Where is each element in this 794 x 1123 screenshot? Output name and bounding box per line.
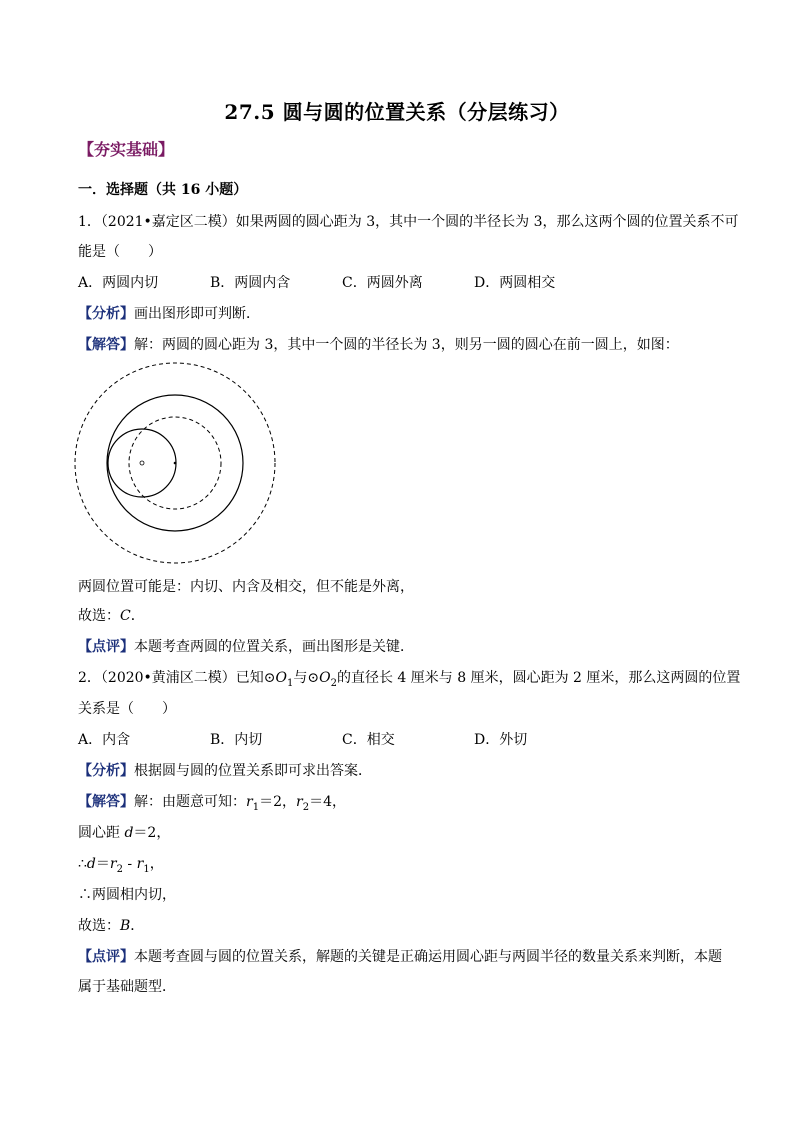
q1-choice-prefix: 故选： xyxy=(78,608,120,624)
q2-option-a: A．内含 xyxy=(78,732,131,748)
section-heading: 【夯实基础】 xyxy=(78,140,175,159)
q2-therefore: ∴ xyxy=(78,856,87,872)
q2-o1: O xyxy=(275,670,288,686)
circles-diagram xyxy=(70,360,280,570)
q1-comment-tag: 【点评】 xyxy=(78,639,134,655)
q2-eq-r1-sub: 1 xyxy=(143,863,150,875)
q2-options xyxy=(78,730,728,750)
q2-comment-line2: 属于基础题型． xyxy=(78,979,176,995)
q2-eq-r2: r xyxy=(109,856,117,872)
q2-comment-tag: 【点评】 xyxy=(78,949,134,965)
center-point xyxy=(140,461,144,465)
q2-comment-text: 本题考查圆与圆的位置关系，解题的关键是正确运用圆心距与两圆半径的数量关系来判断，本题 xyxy=(134,949,722,965)
q2-eq1: ＝2， xyxy=(259,794,296,810)
q2-choice-letter: B xyxy=(120,918,131,934)
q1-answer-tag: 【解答】 xyxy=(78,337,134,353)
q2-r2-sub: 2 xyxy=(302,801,310,813)
q2-distance-label: 圆心距 xyxy=(78,825,125,841)
q2-choice-prefix: 故选： xyxy=(78,918,120,934)
q1-analysis-tag: 【分析】 xyxy=(78,306,134,322)
q2-comment-line1 xyxy=(78,947,728,967)
q1-conclusion: 两圆位置可能是：内切、内含及相交，但不能是外离， xyxy=(78,579,414,595)
q2-comma: ， xyxy=(149,856,164,872)
q1-choice-suffix: ． xyxy=(130,608,145,624)
q2-eq-d: d xyxy=(86,856,96,872)
q1-comment-text: 本题考查两圆的位置关系，画出图形是关键． xyxy=(134,639,414,655)
q1-option-b: B．两圆内含 xyxy=(210,275,291,291)
q2-option-b: B．内切 xyxy=(210,732,263,748)
q2-eq-r1: r xyxy=(136,856,144,872)
q2-option-c: C．相交 xyxy=(342,732,395,748)
q2-stem-b: 与⊙ xyxy=(293,670,320,686)
q2-r1-sub: 1 xyxy=(252,801,260,813)
q2-distance xyxy=(78,823,728,843)
q2-eq-r2-sub: 2 xyxy=(116,863,123,875)
q2-o2-sub: 2 xyxy=(330,677,337,689)
q2-equation xyxy=(78,854,728,880)
q1-answer-text: 解：两圆的圆心距为 3，其中一个圆的半径长为 3，则另一圆的圆心在前一圆上，如图： xyxy=(134,337,679,353)
page-title: 27.5 圆与圆的位置关系（分层练习） xyxy=(224,100,570,124)
q1-analysis-text: 画出图形即可判断． xyxy=(134,306,260,322)
q2-minus: - xyxy=(122,856,137,872)
q1-option-a: A．两圆内切 xyxy=(78,275,159,291)
q2-answer-text: 解：由题意可知： xyxy=(134,794,246,810)
q1-stem-line1: 1．（2021•嘉定区二模）如果两圆的圆心距为 3，其中一个圆的半径长为 3，那么这两个圆的位置关系不可 xyxy=(78,214,739,230)
q2-stem-line1 xyxy=(78,668,741,694)
q2-r1: r xyxy=(246,794,253,810)
q2-choice-suffix: ． xyxy=(130,918,145,934)
q2-stem-c: 的直径长 4 厘米与 8 厘米，圆心距为 2 厘米，那么这两圆的位置 xyxy=(336,670,741,686)
q2-tangent: ∴两圆相内切， xyxy=(78,887,176,903)
q1-options xyxy=(78,273,728,293)
q2-option-d: D．外切 xyxy=(474,732,528,748)
q2-choice xyxy=(78,916,728,936)
q2-o1-sub: 1 xyxy=(287,677,294,689)
q1-choice-letter: C xyxy=(120,608,131,624)
q2-r2: r xyxy=(296,794,303,810)
q1-comment xyxy=(78,637,728,657)
q1-choice xyxy=(78,606,728,626)
q2-analysis xyxy=(78,761,728,781)
q2-stem-a: 2．（2020•黄浦区二模）已知⊙ xyxy=(78,670,276,686)
q2-analysis-tag: 【分析】 xyxy=(78,763,134,779)
q2-analysis-text: 根据圆与圆的位置关系即可求出答案． xyxy=(134,763,372,779)
q2-o2: O xyxy=(319,670,331,686)
q1-analysis xyxy=(78,304,728,324)
q1-stem-line2: 能是（ ） xyxy=(78,244,162,260)
q2-eq2: ＝4， xyxy=(309,794,346,810)
q1-option-c: C．两圆外离 xyxy=(342,275,423,291)
q1-option-d: D．两圆相交 xyxy=(474,275,556,291)
small-solid-circle xyxy=(108,429,176,497)
q2-d: d xyxy=(124,825,134,841)
q2-answer xyxy=(78,792,728,818)
q2-answer-tag: 【解答】 xyxy=(78,794,134,810)
q2-stem-line2: 关系是（ ） xyxy=(78,701,176,717)
q2-eq-sign: ＝ xyxy=(95,856,110,872)
q1-answer xyxy=(78,335,728,355)
tangent-point xyxy=(174,462,177,465)
part-heading: 一．选择题（共 16 小题） xyxy=(78,182,248,198)
q2-distance-value: ＝2， xyxy=(133,825,171,841)
